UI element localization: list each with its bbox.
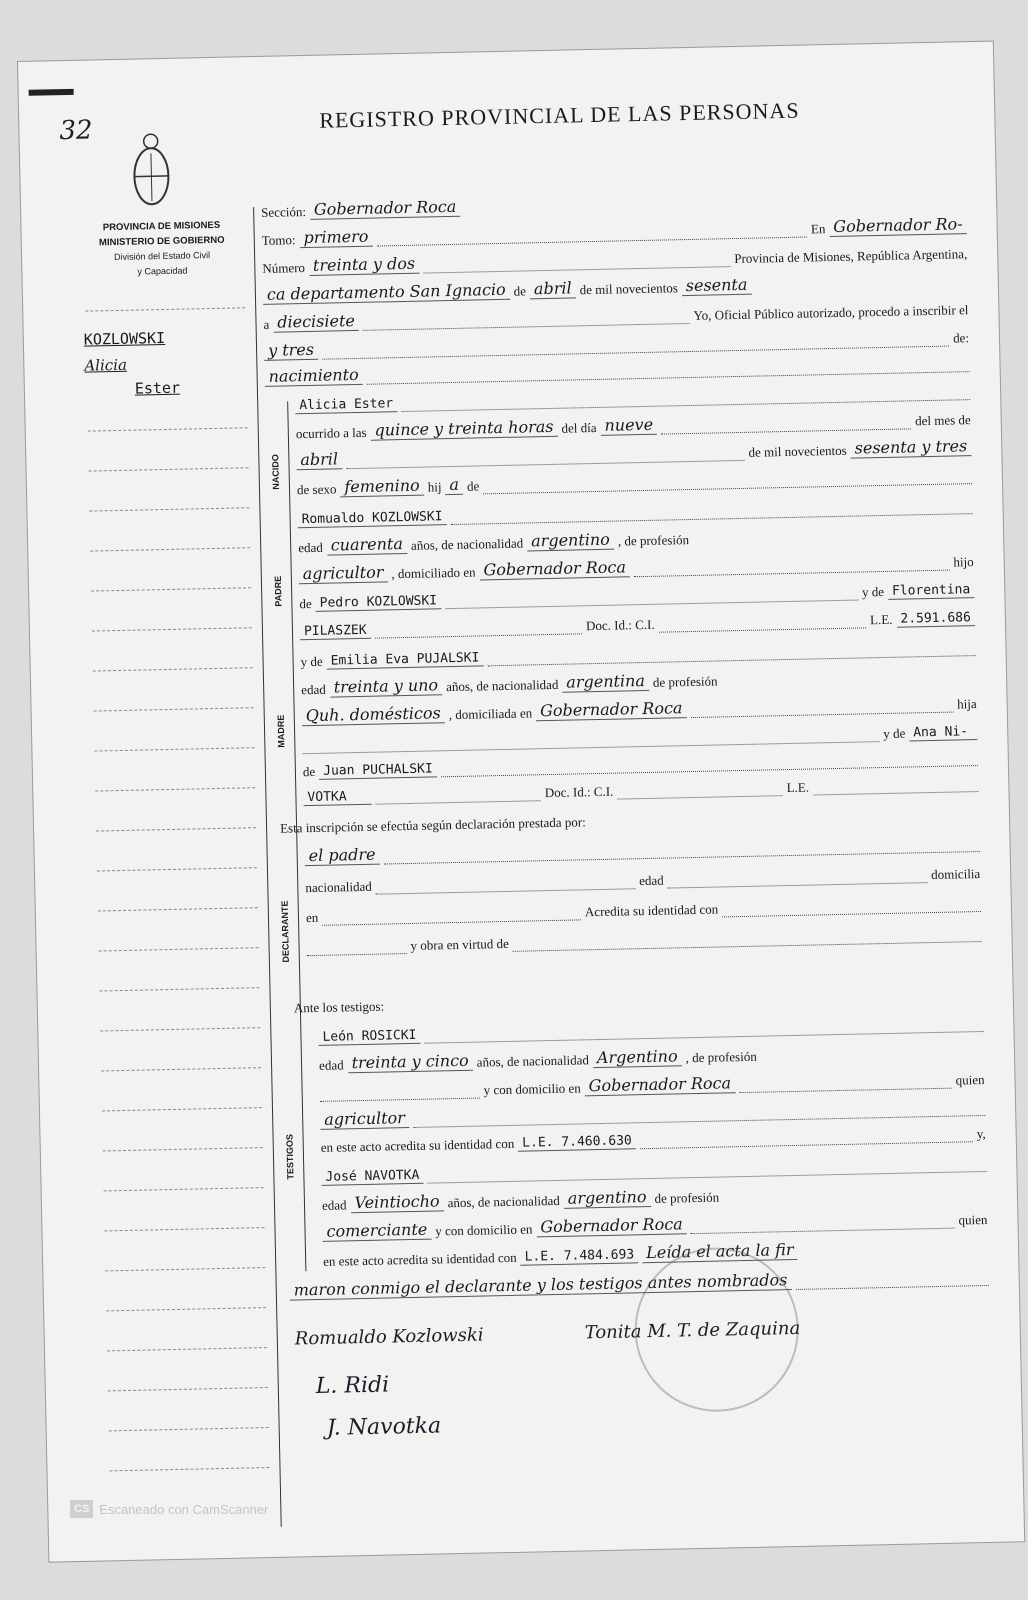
de2-label: de: bbox=[952, 330, 970, 346]
del-mes-label: del mes de bbox=[914, 412, 971, 429]
margin-rule bbox=[94, 707, 254, 711]
madre-nombre: Emilia Eva PUJALSKI bbox=[326, 650, 483, 669]
margin-rule bbox=[93, 667, 253, 671]
testigo2-dom-value: Gobernador Roca bbox=[536, 1214, 687, 1237]
margin-rule bbox=[106, 1307, 266, 1311]
testigo2-prof-label: de profesión bbox=[654, 1189, 720, 1206]
left-column-divider bbox=[253, 207, 282, 1527]
testigos-intro: Ante los testigos: bbox=[293, 998, 385, 1016]
fill-line bbox=[306, 939, 406, 956]
madre-dom-value: Gobernador Roca bbox=[536, 698, 687, 721]
padre-doc-label: Doc. Id.: C.I. bbox=[585, 616, 655, 634]
margin-rule bbox=[105, 1267, 265, 1271]
abuela-materna: Ana Ni- bbox=[909, 724, 977, 741]
section-label-padre: PADRE bbox=[272, 576, 284, 608]
closing-text-2: maron conmigo el declarante y los testigos antes nombrados bbox=[290, 1270, 792, 1301]
section-label-madre: MADRE bbox=[275, 715, 287, 749]
tipo-value: nacimiento bbox=[264, 365, 362, 387]
abuelo-paterno: Pedro KOZLOWSKI bbox=[316, 593, 442, 612]
testigo2-acredita-label: en este acto acredita su identidad con bbox=[323, 1249, 517, 1269]
del-dia-label: del día bbox=[561, 419, 597, 436]
fill-line bbox=[813, 777, 979, 795]
institution-province: PROVINCIA DE MISIONES bbox=[102, 219, 221, 234]
fill-line bbox=[795, 1271, 989, 1290]
margin-second-name: Ester bbox=[134, 378, 181, 398]
birth-certificate-sheet bbox=[18, 42, 1024, 1562]
signature-witness-1: L. Ridi bbox=[315, 1372, 390, 1400]
padre-hijo-label: hijo bbox=[953, 554, 974, 570]
anio2-value: y tres bbox=[264, 340, 318, 361]
madre-doc-label: Doc. Id.: C.I. bbox=[544, 783, 614, 801]
testigo1-prof-value: agricultor bbox=[320, 1108, 409, 1130]
provincia-label: Provincia de Misiones, República Argentina, bbox=[734, 246, 968, 267]
mil-label: de mil novecientos bbox=[579, 280, 678, 298]
testigo2-prof-value: comerciante bbox=[322, 1220, 431, 1242]
testigo1-acredita-label: en este acto acredita su identidad con bbox=[320, 1135, 515, 1155]
testigo1-nac-value: Argentino bbox=[593, 1046, 682, 1068]
declarante-obra-label: y obra en virtud de bbox=[410, 935, 509, 953]
de-label: de bbox=[513, 283, 527, 299]
testigo2-doc-value: L.E. 7.484.693 bbox=[520, 1247, 638, 1265]
sexo-value: femenino bbox=[340, 476, 424, 498]
padre-edad-value: cuarenta bbox=[327, 534, 408, 556]
mes-nacimiento-value: abril bbox=[296, 449, 342, 470]
fill-line bbox=[513, 927, 982, 952]
fill-line bbox=[376, 874, 636, 894]
fill-line bbox=[374, 619, 582, 638]
margin-rule bbox=[101, 1067, 261, 1071]
padre-de-label: de bbox=[299, 595, 312, 612]
signature-father: Romualdo Kozlowski bbox=[294, 1324, 484, 1350]
margin-rule bbox=[98, 907, 258, 911]
fill-line bbox=[483, 469, 972, 494]
padre-edad-label: edad bbox=[298, 539, 323, 556]
institution-capacity: y Capacidad bbox=[137, 265, 188, 277]
padre-prof-value: agricultor bbox=[299, 562, 388, 584]
closing-text-1: Leída el acta la fir bbox=[642, 1240, 798, 1263]
margin-rule bbox=[91, 587, 251, 591]
padre-le-value: 2.591.686 bbox=[896, 610, 975, 628]
margin-rule bbox=[89, 467, 249, 471]
madre-de-label: de bbox=[302, 763, 316, 780]
coat-of-arms-icon bbox=[129, 131, 173, 212]
margin-rule bbox=[99, 947, 259, 951]
institution-ministry: MINISTERIO DE GOBIERNO bbox=[98, 234, 225, 249]
corner-mark bbox=[29, 89, 74, 96]
testigo2-edad-label: edad bbox=[321, 1197, 347, 1213]
margin-rule bbox=[104, 1227, 264, 1231]
declarante-edad-label: edad bbox=[639, 872, 664, 889]
anio-nacimiento-value: sesenta y tres bbox=[850, 436, 971, 459]
document-title: REGISTRO PROVINCIAL DE LAS PERSONAS bbox=[319, 97, 800, 133]
en-label: En bbox=[810, 221, 826, 237]
testigo1-doc-value: L.E. 7.460.630 bbox=[518, 1133, 636, 1151]
tomo-value: primero bbox=[299, 227, 372, 249]
section-label-declarante: DECLARANTE bbox=[279, 900, 291, 963]
madre-hija-label: hija bbox=[956, 696, 977, 712]
declarante-en-label: en bbox=[305, 909, 319, 926]
testigo2-nombre: José NAVOTKA bbox=[321, 1168, 423, 1186]
testigo1-edad-value: treinta y cinco bbox=[347, 1051, 473, 1074]
testigo2-nac-value: argentino bbox=[564, 1187, 651, 1209]
tomo-label: Tomo: bbox=[261, 232, 296, 248]
fill-line bbox=[640, 1127, 973, 1149]
madre-yde-label: y de bbox=[300, 653, 323, 670]
testigo1-dom-label: y con domicilio en bbox=[483, 1080, 581, 1098]
section-label-testigos: TESTIGOS bbox=[284, 1133, 296, 1180]
seccion-value: Gobernador Roca bbox=[310, 197, 461, 220]
fill-line bbox=[739, 1074, 952, 1093]
camscanner-logo-icon: CS bbox=[70, 1500, 93, 1518]
margin-rule bbox=[95, 787, 255, 791]
abuela-materna-apellido: VOTKA bbox=[303, 789, 371, 806]
margin-rule bbox=[109, 1427, 269, 1431]
margin-surname: KOZLOWSKI bbox=[83, 328, 166, 349]
testigo2-edad-value: Veintiocho bbox=[350, 1191, 443, 1213]
margin-rule bbox=[92, 627, 252, 631]
numero-value: treinta y dos bbox=[309, 254, 420, 276]
dia-value: diecisiete bbox=[273, 311, 359, 333]
mil-nacimiento-label: de mil novecientos bbox=[748, 442, 847, 460]
de-nacido-label: de bbox=[466, 478, 480, 494]
abuelo-materno: Juan PUCHALSKI bbox=[319, 761, 437, 779]
padre-anios-label: años, de nacionalidad bbox=[410, 535, 524, 553]
padre-dom-value: Gobernador Roca bbox=[479, 557, 630, 580]
madre-edad-value: treinta y uno bbox=[330, 675, 443, 697]
padre-prof-label: , de profesión bbox=[617, 532, 690, 549]
madre-prof-value: Quh. domésticos bbox=[302, 703, 445, 726]
padre-le-label: L.E. bbox=[869, 611, 893, 628]
sexo-label: de sexo bbox=[296, 481, 337, 498]
mes-value: abril bbox=[530, 278, 576, 299]
testigo2-quien-label: quien bbox=[958, 1211, 988, 1228]
a-label: a bbox=[263, 316, 270, 332]
numero-label: Número bbox=[262, 260, 306, 276]
ocurrido-label: ocurrido a las bbox=[295, 424, 367, 442]
signature-witness-2: J. Navotka bbox=[326, 1413, 442, 1441]
testigo1-quien-label: quien bbox=[955, 1071, 985, 1088]
madre-anios-label: años, de nacionalidad bbox=[445, 676, 559, 695]
margin-rule bbox=[108, 1387, 268, 1391]
testigo1-prof-label: , de profesión bbox=[685, 1048, 757, 1066]
testigo1-edad-label: edad bbox=[318, 1057, 344, 1073]
fill-line bbox=[363, 309, 690, 331]
margin-rule bbox=[102, 1107, 262, 1111]
testigo1-anios-label: años, de nacionalidad bbox=[476, 1052, 590, 1070]
fill-line bbox=[690, 698, 953, 718]
margin-rule bbox=[90, 547, 250, 551]
fill-line bbox=[661, 414, 911, 434]
watermark-text: Escaneado con CamScanner bbox=[99, 1501, 269, 1517]
seccion-label: Sección: bbox=[261, 204, 307, 220]
madre-yde2-label: y de bbox=[883, 725, 906, 742]
madre-le-label: L.E. bbox=[786, 779, 810, 796]
margin-rule bbox=[104, 1187, 264, 1191]
margin-rule bbox=[88, 427, 248, 431]
section-label-nacido: NACIDO bbox=[270, 453, 282, 490]
fill-line bbox=[658, 613, 866, 632]
fill-line bbox=[322, 905, 581, 925]
en-value: Gobernador Ro- bbox=[829, 214, 967, 237]
departamento-value: ca departamento San Ignacio bbox=[263, 280, 510, 305]
testigo1-nombre: León ROSICKI bbox=[318, 1028, 420, 1046]
fill-line bbox=[320, 1084, 480, 1102]
margin-rule bbox=[85, 307, 245, 311]
fill-line bbox=[634, 556, 950, 578]
testigo1-dom-value: Gobernador Roca bbox=[584, 1073, 735, 1096]
fill-line bbox=[375, 786, 541, 804]
margin-rule bbox=[100, 1027, 260, 1031]
declarante-nac-label: nacionalidad bbox=[305, 878, 372, 896]
abuela-paterna-apellido: PILASZEK bbox=[300, 623, 371, 640]
padre-nac-value: argentino bbox=[527, 530, 614, 552]
margin-rule bbox=[89, 507, 249, 511]
margin-rule bbox=[97, 867, 257, 871]
yo-label: Yo, Oficial Público autorizado, procedo a inscribir el bbox=[693, 302, 969, 323]
nacido-nombre: Alicia Ester bbox=[295, 396, 397, 414]
padre-yde-label: y de bbox=[861, 583, 885, 600]
padre-nombre: Romualdo KOZLOWSKI bbox=[297, 509, 446, 528]
margin-rule bbox=[96, 827, 256, 831]
madre-dom-label: , domiciliada en bbox=[448, 705, 533, 723]
margin-rule bbox=[99, 987, 259, 991]
hij-value: a bbox=[445, 475, 463, 495]
fill-line bbox=[691, 1214, 955, 1235]
institution-division: División del Estado Civil bbox=[113, 250, 211, 263]
declarante-intro: Esta inscripción se efectúa según declaración prestada por: bbox=[279, 814, 586, 836]
declarante-value: el padre bbox=[304, 845, 379, 867]
folio-number: 32 bbox=[59, 115, 93, 147]
fill-line bbox=[617, 781, 783, 799]
testigo2-dom-label: y con domicilio en bbox=[435, 1221, 533, 1239]
scanner-watermark bbox=[70, 1500, 268, 1518]
margin-rule bbox=[107, 1347, 267, 1351]
declarante-acredita-label: Acredita su identidad con bbox=[584, 901, 719, 920]
hora-value: quince y treinta horas bbox=[370, 417, 557, 441]
dia-nacimiento-value: nueve bbox=[600, 415, 657, 436]
margin-first-name: Alicia bbox=[84, 355, 128, 375]
hij-label: hij bbox=[427, 479, 442, 495]
institution-header bbox=[61, 217, 262, 281]
testigo2-anios-label: años, de nacionalidad bbox=[447, 1192, 560, 1211]
signature-official: Tonita M. T. de Zaquina bbox=[584, 1317, 801, 1344]
fill-line bbox=[423, 252, 730, 273]
padre-dom-label: , domiciliado en bbox=[391, 564, 476, 582]
margin-rule bbox=[110, 1467, 270, 1471]
testigo1-y-label: y, bbox=[976, 1125, 986, 1142]
fill-line bbox=[668, 868, 928, 888]
margin-rule bbox=[103, 1147, 263, 1151]
declarante-dom-label: domicilia bbox=[930, 866, 981, 883]
anio-value: sesenta bbox=[682, 275, 752, 296]
margin-rule bbox=[94, 747, 254, 751]
madre-prof-label: de profesión bbox=[652, 673, 718, 690]
madre-nac-value: argentina bbox=[562, 671, 649, 693]
madre-edad-label: edad bbox=[301, 681, 326, 698]
abuela-paterna: Florentina bbox=[888, 582, 975, 600]
fill-line bbox=[722, 897, 981, 917]
